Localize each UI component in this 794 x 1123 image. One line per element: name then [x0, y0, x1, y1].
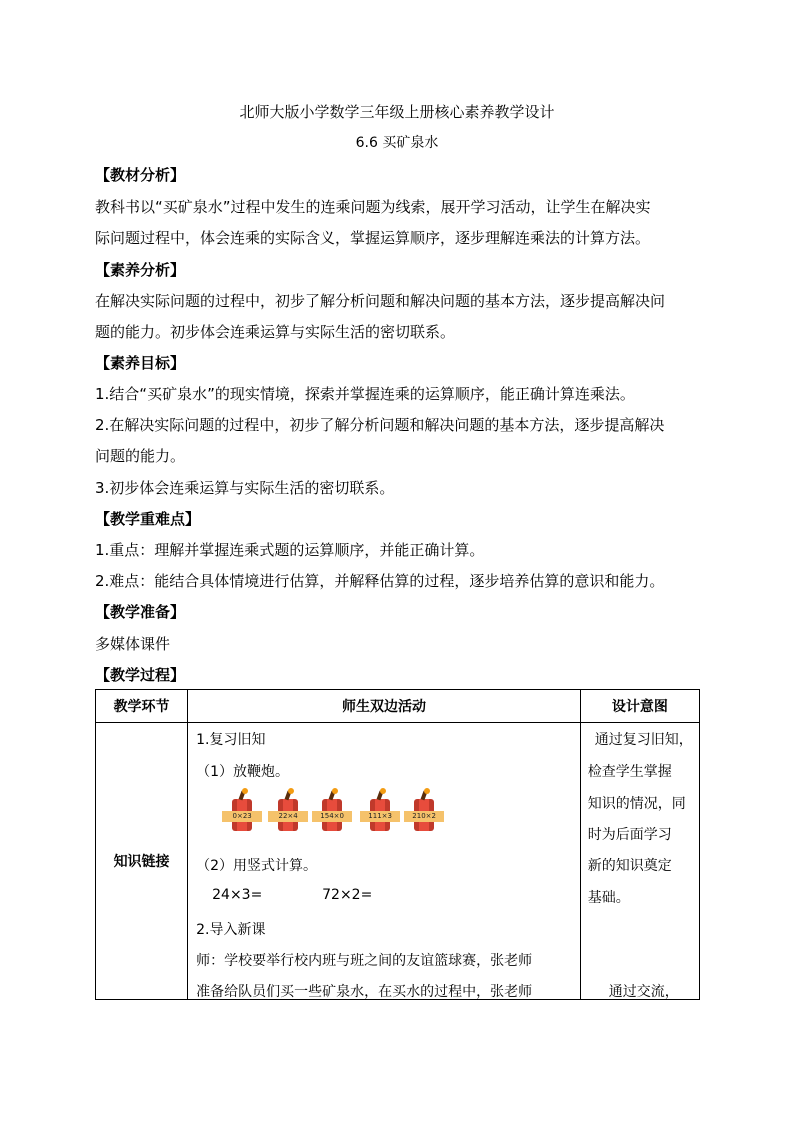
activity-line: 1.复习旧知	[196, 732, 266, 748]
intent-line: 新的知识奠定	[587, 858, 672, 874]
material-text-line: 教科书以“买矿泉水”过程中发生的连乘问题为线索，展开学习活动，让学生在解决实	[95, 198, 651, 216]
section-heading-goals: 【素养目标】	[95, 354, 186, 372]
section-heading-preparation: 【教学准备】	[95, 603, 186, 621]
firecracker-icon	[362, 791, 400, 833]
literacy-text-line: 在解决实际问题的过程中，初步了解分析问题和解决问题的基本方法，逐步提高解决问	[95, 292, 666, 310]
stage-cell: 知识链接	[96, 723, 188, 1000]
table-row	[96, 723, 700, 1000]
firecracker-row	[224, 791, 444, 835]
firecracker-label: 0×23	[222, 811, 262, 822]
firecracker-label: 154×0	[312, 811, 352, 822]
firecracker-label: 22×4	[268, 811, 308, 822]
key-point-item: 2.难点：能结合具体情境进行估算，并解释估算的过程，逐步培养估算的意识和能力。	[95, 572, 665, 590]
intent-line: 基础。	[587, 890, 630, 906]
section-heading-literacy: 【素养分析】	[95, 261, 186, 279]
firecracker-icon	[270, 791, 308, 833]
table-header-row	[96, 690, 700, 723]
intent-line: 通过复习旧知，	[594, 732, 693, 748]
calc-expression: 24×3=	[212, 887, 263, 903]
goal-item: 3.初步体会连乘运算与实际生活的密切联系。	[95, 479, 395, 497]
column-header-intent: 设计意图	[580, 690, 699, 723]
material-text-line: 际问题过程中，体会连乘的实际含义，掌握运算顺序，逐步理解连乘法的计算方法。	[95, 229, 651, 247]
activity-line: 2.导入新课	[196, 922, 266, 938]
section-heading-key-points: 【教学重难点】	[95, 510, 201, 528]
firecracker-icon	[224, 791, 262, 833]
firecracker-icon	[406, 791, 444, 833]
intent-line: 通过交流，	[608, 984, 679, 1000]
section-heading-process: 【教学过程】	[95, 666, 186, 684]
intent-cell	[580, 723, 699, 1000]
activity-line: 准备给队员们买一些矿泉水，在买水的过程中，张老师	[196, 984, 533, 1000]
activity-line: （1）放鞭炮。	[196, 764, 290, 780]
goal-item: 问题的能力。	[95, 447, 186, 465]
teaching-process-table	[95, 689, 700, 1000]
intent-line: 检查学生掌握	[587, 764, 672, 780]
column-header-stage: 教学环节	[96, 690, 188, 723]
firecracker-label: 210×2	[404, 811, 444, 822]
preparation-item: 多媒体课件	[95, 635, 171, 653]
section-heading-material: 【教材分析】	[95, 166, 186, 184]
calc-expression: 72×2=	[322, 887, 373, 903]
intent-line: 知识的情况，同	[587, 796, 686, 812]
activity-line: （2）用竖式计算。	[196, 858, 318, 874]
firecracker-label: 111×3	[360, 811, 400, 822]
literacy-text-line: 题的能力。初步体会连乘运算与实际生活的密切联系。	[95, 323, 456, 341]
activity-line: 师：学校要举行校内班与班之间的友谊篮球赛，张老师	[196, 953, 533, 969]
goal-item: 1.结合“买矿泉水”的现实情境，探索并掌握连乘的运算顺序，能正确计算连乘法。	[95, 385, 635, 403]
document-title: 北师大版小学数学三年级上册核心素养教学设计	[239, 103, 555, 121]
goal-item: 2.在解决实际问题的过程中，初步了解分析问题和解决问题的基本方法，逐步提高解决	[95, 416, 665, 434]
column-header-activity: 师生双边活动	[188, 690, 581, 723]
key-point-item: 1.重点：理解并掌握连乘式题的运算顺序，并能正确计算。	[95, 541, 485, 559]
intent-line: 时为后面学习	[587, 827, 672, 843]
firecracker-icon	[314, 791, 352, 833]
lesson-subtitle: 6.6 买矿泉水	[355, 135, 439, 151]
activity-cell	[188, 723, 581, 1000]
